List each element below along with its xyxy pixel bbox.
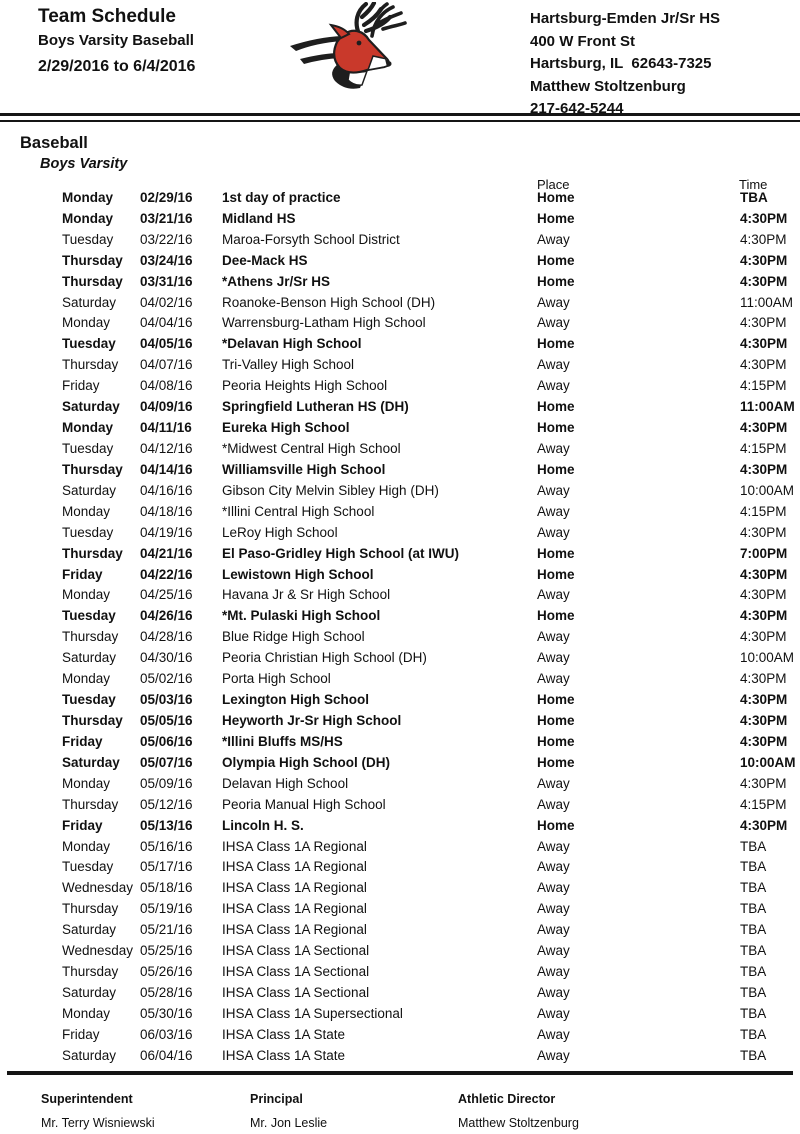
team-level-title: Boys Varsity (40, 156, 128, 172)
schedule-row (0, 1045, 800, 1066)
row-place: Away (537, 775, 570, 791)
schedule-row (0, 208, 800, 229)
schedule-row (0, 480, 800, 501)
schedule-row (0, 815, 800, 836)
column-header-time: Time (739, 177, 768, 192)
row-day: Monday (62, 189, 114, 205)
row-day: Monday (62, 775, 111, 791)
row-event: Delavan High School (222, 775, 349, 791)
schedule-row (0, 1024, 800, 1045)
row-date: 05/02/16 (140, 671, 193, 687)
row-time: 4:30PM (740, 733, 788, 749)
row-event: IHSA Class 1A Regional (222, 922, 367, 938)
row-place: Away (537, 1026, 570, 1042)
row-date: 05/19/16 (140, 901, 193, 917)
row-time: TBA (740, 964, 767, 980)
row-place: Away (537, 378, 570, 394)
row-event: IHSA Class 1A Regional (222, 880, 367, 896)
schedule-row (0, 292, 800, 313)
row-event: Peoria Christian High School (DH) (222, 650, 427, 666)
row-day: Thursday (62, 357, 119, 373)
row-date: 05/16/16 (140, 838, 193, 854)
row-time: TBA (740, 1026, 767, 1042)
row-event: Peoria Manual High School (222, 796, 386, 812)
row-day: Tuesday (62, 231, 114, 247)
row-date: 04/02/16 (140, 294, 193, 310)
row-event: 1st day of practice (222, 189, 341, 205)
row-date: 04/12/16 (140, 441, 193, 457)
row-place: Home (537, 399, 575, 415)
schedule-row (0, 313, 800, 334)
schedule-row (0, 522, 800, 543)
row-place: Away (537, 231, 570, 247)
row-place: Away (537, 943, 570, 959)
schedule-row (0, 564, 800, 585)
row-time: 4:30PM (740, 461, 788, 477)
row-place: Away (537, 1005, 570, 1021)
school-name: Hartsburg-Emden Jr/Sr HS (530, 10, 721, 27)
row-time: 4:30PM (740, 273, 788, 289)
row-date: 05/18/16 (140, 880, 193, 896)
row-place: Away (537, 294, 570, 310)
row-time: 4:30PM (740, 608, 788, 624)
row-day: Thursday (62, 796, 119, 812)
row-time: 4:30PM (740, 817, 788, 833)
row-event: *Illini Central High School (222, 503, 375, 519)
row-place: Away (537, 441, 570, 457)
row-time: 10:00AM (740, 650, 795, 666)
row-day: Thursday (62, 713, 123, 728)
official-name: Mr. Terry Wisniewski (41, 1116, 155, 1130)
row-time: TBA (740, 1047, 767, 1063)
header-divider (0, 113, 800, 122)
row-day: Saturday (62, 482, 117, 498)
schedule-row (0, 459, 800, 480)
row-event: *Illini Bluffs MS/HS (222, 733, 343, 749)
official-column (458, 1092, 781, 1130)
row-date: 04/05/16 (140, 336, 193, 352)
schedule-row (0, 773, 800, 794)
schedule-row (0, 417, 800, 438)
row-place: Away (537, 357, 570, 373)
row-date: 04/04/16 (140, 315, 193, 331)
row-date: 04/09/16 (140, 399, 193, 415)
row-place: Away (537, 482, 570, 498)
row-place: Home (537, 336, 575, 352)
official-title: Principal (250, 1092, 303, 1106)
schedule-row (0, 354, 800, 375)
row-event: Blue Ridge High School (222, 629, 365, 645)
row-day: Tuesday (62, 692, 116, 708)
row-time: 4:30PM (740, 336, 788, 352)
row-day: Friday (62, 817, 103, 833)
official-column (41, 1092, 250, 1130)
row-time: 4:15PM (740, 503, 787, 519)
schedule-row (0, 543, 800, 564)
row-place: Home (537, 545, 575, 561)
row-day: Friday (62, 378, 100, 394)
row-event: Tri-Valley High School (222, 357, 355, 373)
row-event: IHSA Class 1A Regional (222, 838, 367, 854)
schedule-row (0, 668, 800, 689)
row-event: *Mt. Pulaski High School (222, 608, 381, 624)
school-info (530, 8, 720, 121)
row-time: TBA (740, 189, 768, 205)
row-time: 7:00PM (740, 545, 788, 561)
row-event: Olympia High School (DH) (222, 754, 391, 770)
row-place: Away (537, 315, 570, 331)
row-date: 04/21/16 (140, 545, 193, 561)
row-day: Thursday (62, 273, 123, 289)
row-day: Friday (62, 1026, 100, 1042)
row-time: 4:30PM (740, 671, 787, 687)
row-time: 4:15PM (740, 796, 787, 812)
row-day: Saturday (62, 294, 117, 310)
row-time: 4:30PM (740, 713, 788, 728)
row-date: 05/05/16 (140, 713, 193, 728)
row-time: 4:30PM (740, 566, 788, 582)
official-column (250, 1092, 458, 1130)
row-time: 4:30PM (740, 252, 788, 268)
row-event: *Delavan High School (222, 336, 362, 352)
row-day: Friday (62, 733, 103, 749)
row-day: Monday (62, 1005, 111, 1021)
school-address-street: 400 W Front St (530, 32, 636, 50)
schedule-row (0, 438, 800, 459)
row-time: 4:30PM (740, 775, 787, 791)
row-event: Havana Jr & Sr High School (222, 587, 391, 603)
row-day: Saturday (62, 650, 117, 666)
row-day: Tuesday (62, 608, 116, 624)
row-date: 03/22/16 (140, 231, 193, 247)
schedule-row (0, 229, 800, 250)
row-place: Home (537, 733, 575, 749)
row-place: Away (537, 984, 570, 1000)
row-place: Away (537, 587, 570, 603)
row-date: 05/12/16 (140, 796, 193, 812)
page-title: Team Schedule (38, 6, 176, 27)
row-date: 05/25/16 (140, 943, 193, 959)
row-date: 05/30/16 (140, 1005, 193, 1021)
row-time: TBA (740, 901, 767, 917)
row-event: Warrensburg-Latham High School (222, 315, 426, 331)
row-day: Saturday (62, 399, 120, 415)
schedule-row (0, 271, 800, 292)
row-place: Away (537, 838, 570, 854)
stag-mascot-icon (288, 2, 424, 92)
row-date: 05/06/16 (140, 733, 193, 749)
row-place: Away (537, 650, 570, 666)
row-time: 4:30PM (740, 692, 788, 708)
schedule-row (0, 605, 800, 626)
row-day: Saturday (62, 754, 120, 770)
schedule-row (0, 250, 800, 271)
row-date: 06/03/16 (140, 1026, 193, 1042)
row-place: Away (537, 629, 570, 645)
row-day: Monday (62, 210, 114, 226)
row-event: Lewistown High School (222, 566, 374, 582)
schedule-row (0, 982, 800, 1003)
row-place: Home (537, 713, 575, 728)
row-day: Tuesday (62, 859, 114, 875)
row-date: 05/21/16 (140, 922, 193, 938)
row-event: IHSA Class 1A Sectional (222, 943, 370, 959)
row-date: 04/07/16 (140, 357, 193, 373)
row-event: Midland HS (222, 210, 296, 226)
row-place: Away (537, 922, 570, 938)
row-place: Away (537, 859, 570, 875)
row-time: 4:15PM (740, 441, 787, 457)
official-name: Matthew Stoltzenburg (458, 1116, 579, 1130)
schedule-row (0, 752, 800, 773)
row-day: Monday (62, 838, 111, 854)
row-time: 4:30PM (740, 420, 788, 436)
row-place: Away (537, 796, 570, 812)
schedule-row (0, 836, 800, 857)
sport-title: Baseball (20, 134, 88, 152)
row-date: 04/19/16 (140, 524, 193, 540)
row-place: Home (537, 252, 575, 268)
row-date: 05/09/16 (140, 775, 193, 791)
schedule-row (0, 961, 800, 982)
schedule-row (0, 626, 800, 647)
row-day: Monday (62, 587, 111, 603)
schedule-row (0, 898, 800, 919)
row-day: Monday (62, 503, 111, 519)
schedule-row (0, 940, 800, 961)
row-time: 4:30PM (740, 231, 787, 247)
row-date: 02/29/16 (140, 189, 193, 205)
row-place: Away (537, 880, 570, 896)
row-place: Away (537, 901, 570, 917)
row-date: 03/31/16 (140, 273, 193, 289)
team-subtitle: Boys Varsity Baseball (38, 32, 194, 49)
row-date: 03/21/16 (140, 210, 193, 226)
row-time: TBA (740, 943, 767, 959)
row-day: Monday (62, 671, 111, 687)
schedule-row (0, 689, 800, 710)
row-date: 05/07/16 (140, 754, 193, 770)
row-place: Home (537, 692, 575, 708)
row-day: Tuesday (62, 441, 114, 457)
row-time: TBA (740, 984, 767, 1000)
row-date: 04/08/16 (140, 378, 193, 394)
row-event: Heyworth Jr-Sr High School (222, 713, 402, 728)
row-place: Away (537, 964, 570, 980)
row-time: 4:30PM (740, 357, 787, 373)
row-event: Gibson City Melvin Sibley High (DH) (222, 482, 439, 498)
schedule-row (0, 919, 800, 940)
row-date: 04/28/16 (140, 629, 193, 645)
row-place: Home (537, 754, 575, 770)
row-time: 10:00AM (740, 482, 795, 498)
row-time: 10:00AM (740, 754, 796, 770)
row-place: Home (537, 210, 575, 226)
row-date: 04/26/16 (140, 608, 193, 624)
row-event: IHSA Class 1A Regional (222, 859, 367, 875)
school-address-city: Hartsburg, IL 62643-7325 (530, 55, 712, 72)
schedule-row (0, 187, 800, 208)
row-time: 4:15PM (740, 378, 787, 394)
row-time: 4:30PM (740, 587, 787, 603)
row-date: 05/28/16 (140, 984, 193, 1000)
row-event: IHSA Class 1A Sectional (222, 964, 370, 980)
row-place: Home (537, 461, 575, 477)
row-event: Williamsville High School (222, 461, 386, 477)
official-title: Athletic Director (458, 1092, 556, 1106)
school-phone: 217-642-5244 (530, 100, 624, 117)
schedule-row (0, 647, 800, 668)
row-event: IHSA Class 1A State (222, 1026, 346, 1042)
row-day: Monday (62, 315, 111, 331)
row-time: 11:00AM (740, 294, 794, 310)
row-date: 06/04/16 (140, 1047, 193, 1063)
row-event: Peoria Heights High School (222, 378, 388, 394)
row-time: TBA (740, 1005, 767, 1021)
row-event: Lincoln H. S. (222, 817, 304, 833)
date-range: 2/29/2016 to 6/4/2016 (38, 58, 196, 75)
row-date: 05/26/16 (140, 964, 193, 980)
row-time: TBA (740, 922, 767, 938)
row-date: 04/14/16 (140, 461, 193, 477)
row-event: *Midwest Central High School (222, 441, 401, 457)
row-time: 4:30PM (740, 629, 787, 645)
row-day: Thursday (62, 901, 119, 917)
row-day: Monday (62, 420, 114, 436)
schedule-table (0, 187, 800, 1066)
row-event: IHSA Class 1A Sectional (222, 984, 370, 1000)
row-place: Home (537, 608, 575, 624)
official-title: Superintendent (41, 1092, 133, 1106)
row-date: 04/18/16 (140, 503, 193, 519)
schedule-row (0, 857, 800, 878)
row-place: Home (537, 189, 575, 205)
row-date: 04/11/16 (140, 420, 192, 436)
row-time: TBA (740, 859, 767, 875)
row-day: Thursday (62, 629, 119, 645)
row-place: Away (537, 503, 570, 519)
column-header-place: Place (537, 177, 570, 192)
row-event: Porta High School (222, 671, 331, 687)
row-place: Home (537, 420, 575, 436)
school-contact: Matthew Stoltzenburg (530, 77, 686, 95)
row-time: 4:30PM (740, 315, 787, 331)
row-event: Lexington High School (222, 692, 369, 708)
row-time: TBA (740, 838, 767, 854)
row-place: Away (537, 524, 570, 540)
row-event: Springfield Lutheran HS (DH) (222, 399, 409, 415)
row-place: Away (537, 671, 570, 687)
row-event: Dee-Mack HS (222, 252, 308, 268)
row-time: 11:00AM (740, 399, 795, 415)
row-event: El Paso-Gridley High School (at IWU) (222, 545, 460, 561)
row-day: Friday (62, 566, 103, 582)
official-name: Mr. Jon Leslie (250, 1116, 328, 1130)
schedule-row (0, 710, 800, 731)
row-event: LeRoy High School (222, 524, 338, 540)
row-date: 05/03/16 (140, 692, 193, 708)
row-day: Saturday (62, 922, 117, 938)
row-event: Maroa-Forsyth School District (222, 231, 400, 247)
row-date: 04/30/16 (140, 650, 193, 666)
row-date: 04/22/16 (140, 566, 193, 582)
schedule-row (0, 877, 800, 898)
officials-footer (41, 1092, 781, 1130)
row-event: Eureka High School (222, 420, 350, 436)
footer-divider (7, 1071, 793, 1075)
row-day: Saturday (62, 984, 117, 1000)
row-day: Thursday (62, 461, 123, 477)
row-date: 04/25/16 (140, 587, 193, 603)
row-place: Home (537, 566, 575, 582)
row-date: 04/16/16 (140, 482, 193, 498)
row-place: Home (537, 817, 575, 833)
schedule-row (0, 375, 800, 396)
schedule-row (0, 731, 800, 752)
row-day: Thursday (62, 964, 119, 980)
row-event: IHSA Class 1A Regional (222, 901, 367, 917)
row-day: Thursday (62, 545, 123, 561)
row-place: Away (537, 1047, 570, 1063)
schedule-row (0, 501, 800, 522)
row-event: IHSA Class 1A State (222, 1047, 346, 1063)
schedule-row (0, 333, 800, 354)
header-left (38, 6, 195, 76)
row-event: Roanoke-Benson High School (DH) (222, 294, 436, 310)
row-time: 4:30PM (740, 524, 787, 540)
row-day: Wednesday (62, 943, 134, 959)
row-event: IHSA Class 1A Supersectional (222, 1005, 403, 1021)
schedule-row (0, 794, 800, 815)
schedule-row (0, 585, 800, 606)
row-time: 4:30PM (740, 210, 788, 226)
row-day: Tuesday (62, 336, 116, 352)
row-day: Thursday (62, 252, 123, 268)
row-date: 03/24/16 (140, 252, 193, 268)
row-place: Home (537, 273, 575, 289)
row-time: TBA (740, 880, 767, 896)
schedule-row (0, 396, 800, 417)
schedule-row (0, 1003, 800, 1024)
row-day: Tuesday (62, 524, 114, 540)
row-date: 05/17/16 (140, 859, 193, 875)
row-event: *Athens Jr/Sr HS (222, 273, 331, 289)
row-date: 05/13/16 (140, 817, 193, 833)
row-day: Wednesday (62, 880, 134, 896)
row-day: Saturday (62, 1047, 117, 1063)
